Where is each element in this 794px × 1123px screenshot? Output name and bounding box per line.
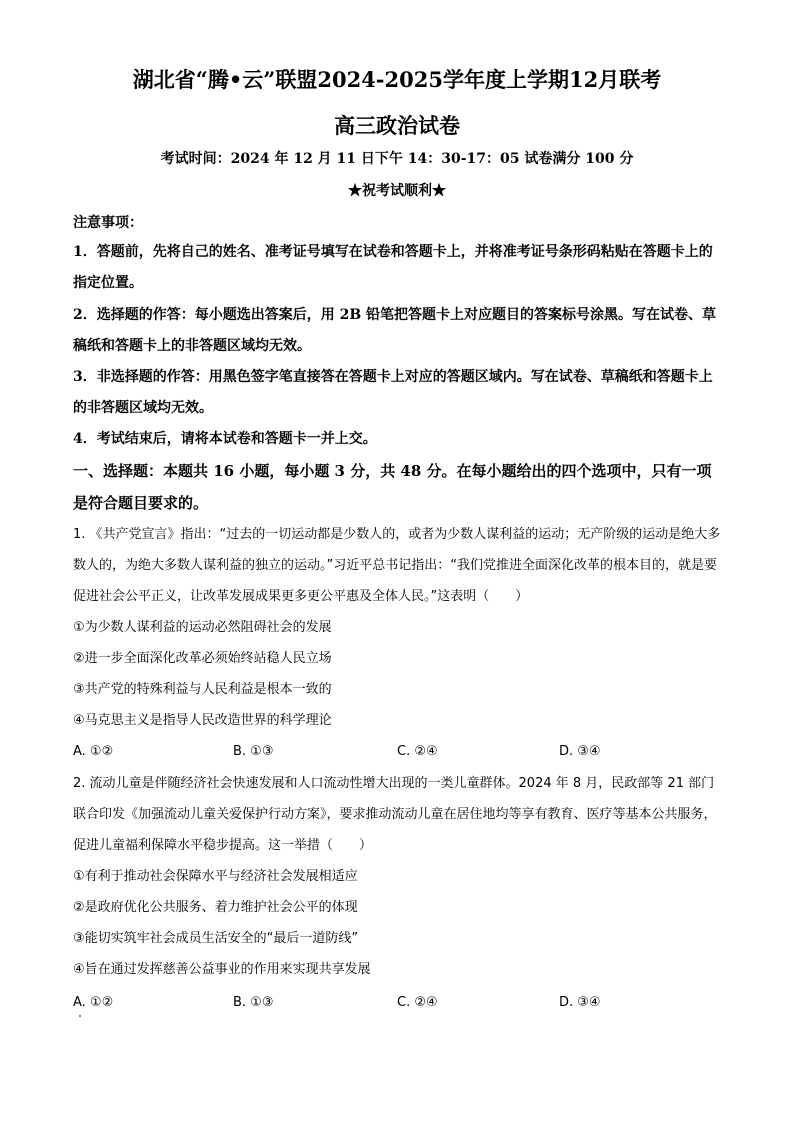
question-1-stem: 1. 《共产党宣言》指出：“过去的一切运动都是少数人的，或者为少数人谋利益的运动；无产阶级的运动是绝大多数人的，为绝大多数人谋利益的独立的运动。”习近平总书记指出：“我们党推进全面深化改革的根本目的，就是要促进社会公平正义，让改革发展成果更多更公平惠及全体人民。”这表明（ ） [73, 527, 721, 604]
question-2-option: ④旨在通过发挥慈善公益事业的作用来实现共享发展 [73, 962, 371, 977]
question-2-option: ③能切实筑牢社会成员生活安全的“最后一道防线” [73, 931, 359, 946]
question-1-choice-c: C. ②④ [397, 744, 438, 759]
question-1-choice-a: A. ①② [73, 744, 114, 759]
question-1-choice-b: B. ①③ [233, 744, 274, 759]
question-1-option: ①为少数人谋利益的运动必然阻碍社会的发展 [73, 620, 332, 635]
question-2-choice-c: C. ②④ [397, 995, 438, 1010]
question-2-option: ②是政府优化公共服务、着力维护社会公平的体现 [73, 900, 358, 915]
question-2-option: ①有利于推动社会保障水平与经济社会发展相适应 [73, 869, 358, 884]
question-2-choice-d: D. ③④ [559, 995, 601, 1010]
note-item: 2．选择题的作答：每小题选出答案后，用 2B 铅笔把答题卡上对应题目的答案标号涂黑。写在试卷、草稿纸和答题卡上的非答题区域均无效。 [73, 307, 717, 354]
question-1-option: ②进一步全面深化改革必须始终站稳人民立场 [73, 651, 332, 666]
exam-subtitle: 高三政治试卷 [334, 113, 460, 138]
question-1-choice-d: D. ③④ [559, 744, 601, 759]
question-1-option: ③共产党的特殊利益与人民利益是根本一致的 [73, 682, 332, 697]
notes-heading: 注意事项： [73, 215, 143, 231]
exam-wish: ★祝考试顺利★ [348, 183, 446, 199]
question-2-choice-b: B. ①③ [233, 995, 274, 1010]
exam-time-info: 考试时间：2024 年 12 月 11 日下午 14：30-17：05 试卷满分 100 分 [160, 151, 634, 167]
note-item: 4．考试结束后，请将本试卷和答题卡一并上交。 [73, 431, 377, 447]
page-dot-mark [79, 1015, 81, 1017]
exam-title: 湖北省“腾•云”联盟2024-2025学年度上学期12月联考 [132, 67, 662, 92]
question-2-stem: 2. 流动儿童是伴随经济社会快速发展和人口流动性增大出现的一类儿童群体。2024 年 8 月，民政部等 21 部门联合印发《加强流动儿童关爱保护行动方案》，要求推动流动儿童在居住地均等享有教育、医疗等基本公共服务，促进儿童福利保障水平稳步提高。这一举措（ ） [73, 776, 717, 853]
section-heading: 一、选择题：本题共 16 小题，每小题 3 分，共 48 分。在每小题给出的四个选项中，只有一项是符合题目要求的。 [73, 462, 712, 512]
note-item: 3．非选择题的作答：用黑色签字笔直接答在答题卡上对应的答题区域内。写在试卷、草稿纸和答题卡上的非答题区域均无效。 [73, 369, 713, 416]
question-2-choice-a: A. ①② [73, 995, 114, 1010]
question-1-option: ④马克思主义是指导人民改造世界的科学理论 [73, 713, 332, 728]
note-item: 1．答题前，先将自己的姓名、准考证号填写在试卷和答题卡上，并将准考证号条形码粘贴在答题卡上的指定位置。 [73, 244, 713, 291]
